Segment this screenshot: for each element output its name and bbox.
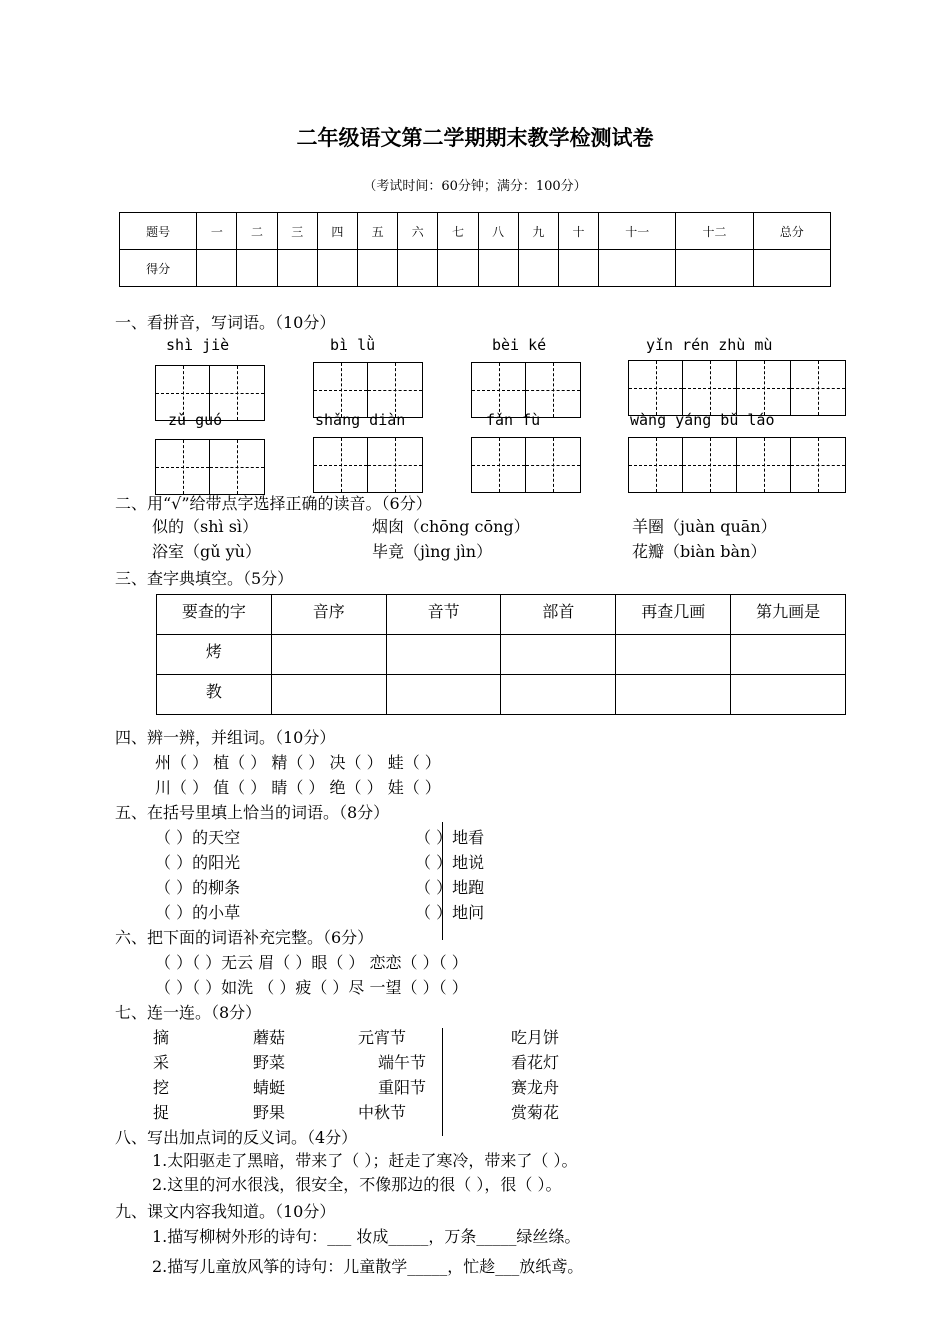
writing-grid[interactable] [628, 437, 846, 493]
section-2-heading: 二、用“√”给带点字选择正确的读音。（6分） [115, 494, 432, 513]
writing-grid[interactable] [628, 360, 846, 416]
section-4-heading: 四、辨一辨，并组词。（10分） [115, 728, 336, 747]
score-cell[interactable] [197, 250, 237, 287]
score-table-header-row [120, 213, 831, 250]
score-header-cell: 七 [438, 213, 478, 250]
fill-item: （ ）的柳条 [155, 878, 241, 897]
pinyin-label: zǔ guó [168, 411, 223, 429]
writing-grid[interactable] [471, 437, 581, 493]
score-header-cell: 一 [197, 213, 237, 250]
match-custom[interactable]: 看花灯 [511, 1053, 560, 1072]
section-7-heading: 七、连一连。（8分） [115, 1003, 262, 1022]
pinyin-label: fǎn fù [486, 411, 541, 429]
match-noun[interactable]: 野菜 [253, 1053, 286, 1072]
answer-cell[interactable] [271, 635, 386, 675]
score-row-label: 得分 [120, 250, 197, 287]
word-group-line: 川（ ） 值（ ） 睛（ ） 绝（ ） 娃（ ） [155, 778, 441, 797]
pronunciation-item: 浴室（gǔ yù） [152, 542, 261, 561]
dictionary-row [157, 675, 846, 715]
score-header-cell: 十一 [599, 213, 676, 250]
match-custom[interactable]: 赛龙舟 [511, 1078, 560, 1097]
dictionary-header-cell: 再查几画 [616, 595, 731, 635]
match-noun[interactable]: 蘑菇 [253, 1028, 286, 1047]
answer-cell[interactable] [386, 675, 501, 715]
fill-item: （ ）地看 [415, 828, 485, 847]
writing-grid[interactable] [155, 439, 265, 495]
score-cell[interactable] [518, 250, 558, 287]
dictionary-header-cell: 音节 [386, 595, 501, 635]
writing-grid[interactable] [313, 437, 423, 493]
answer-cell[interactable] [501, 675, 616, 715]
score-header-cell: 三 [277, 213, 317, 250]
pronunciation-item: 羊圈（juàn quān） [632, 517, 777, 536]
match-festival[interactable]: 中秋节 [358, 1103, 407, 1122]
score-header-cell: 题号 [120, 213, 197, 250]
antonym-sentence: 2.这里的河水很浅，很安全，不像那边的很（ ），很（ ）。 [152, 1175, 562, 1194]
pinyin-label: yǐn rén zhù mù [646, 336, 773, 354]
score-header-cell: 总分 [753, 213, 830, 250]
fill-item: （ ）地跑 [415, 878, 485, 897]
score-cell[interactable] [599, 250, 676, 287]
match-festival[interactable]: 元宵节 [358, 1028, 407, 1047]
pinyin-label: bèi ké [492, 336, 547, 354]
fill-item: （ ）地问 [415, 903, 485, 922]
section-5-heading: 五、在括号里填上恰当的词语。（8分） [115, 803, 390, 822]
score-cell[interactable] [478, 250, 518, 287]
divider-line [442, 822, 443, 940]
dictionary-header-cell: 部首 [501, 595, 616, 635]
pinyin-label: shǎng diàn [315, 411, 406, 429]
pronunciation-item: 毕竟（jìng jìn） [372, 542, 493, 561]
poem-line: 1.描写柳树外形的诗句：___ 妆成_____，万条_____绿丝绦。 [152, 1227, 581, 1246]
match-noun[interactable]: 野果 [253, 1103, 286, 1122]
score-cell[interactable] [753, 250, 830, 287]
dictionary-table [156, 594, 846, 715]
answer-cell[interactable] [731, 635, 846, 675]
score-header-cell: 九 [518, 213, 558, 250]
answer-cell[interactable] [616, 675, 731, 715]
poem-line: 2.描写儿童放风筝的诗句：儿童散学_____，忙趁___放纸鸢。 [152, 1257, 584, 1276]
match-festival[interactable]: 端午节 [378, 1053, 427, 1072]
match-custom[interactable]: 吃月饼 [511, 1028, 560, 1047]
answer-cell[interactable] [271, 675, 386, 715]
section-6-heading: 六、把下面的词语补充完整。（6分） [115, 928, 374, 947]
score-cell[interactable] [237, 250, 277, 287]
lookup-character: 教 [157, 675, 272, 715]
word-group-line: 州（ ） 植（ ） 精（ ） 决（ ） 蛙（ ） [155, 753, 441, 772]
score-cell[interactable] [676, 250, 753, 287]
idiom-line: （ ）（ ）如洗 （ ）疲（ ）尽 一望（ ）（ ） [155, 978, 468, 997]
section-3-heading: 三、查字典填空。（5分） [115, 569, 294, 588]
antonym-sentence: 1.太阳驱走了黑暗，带来了（ ）；赶走了寒冷，带来了（ ）。 [152, 1151, 578, 1170]
page-title: 二年级语文第二学期期末教学检测试卷 [296, 126, 654, 150]
pronunciation-item: 花瓣（biàn bàn） [632, 542, 767, 561]
score-header-cell: 五 [358, 213, 398, 250]
dictionary-header-cell: 第九画是 [731, 595, 846, 635]
fill-item: （ ）的天空 [155, 828, 241, 847]
dictionary-header-row [157, 595, 846, 635]
score-header-cell: 十二 [676, 213, 753, 250]
match-festival[interactable]: 重阳节 [378, 1078, 427, 1097]
pinyin-label: wàng yáng bǔ láo [630, 411, 775, 429]
writing-grid[interactable] [471, 362, 581, 418]
pinyin-label: bì lǜ [330, 336, 376, 354]
score-cell[interactable] [358, 250, 398, 287]
score-header-cell: 十 [558, 213, 598, 250]
idiom-line: （ ）（ ）无云 眉（ ）眼（ ） 恋恋（ ）（ ） [155, 953, 468, 972]
score-header-cell: 四 [317, 213, 357, 250]
section-9-heading: 九、课文内容我知道。（10分） [115, 1202, 336, 1221]
divider-line [442, 1028, 443, 1136]
dictionary-header-cell: 要查的字 [157, 595, 272, 635]
score-cell[interactable] [317, 250, 357, 287]
writing-grid[interactable] [313, 362, 423, 418]
score-cell[interactable] [277, 250, 317, 287]
match-noun[interactable]: 蜻蜓 [253, 1078, 286, 1097]
score-header-cell: 八 [478, 213, 518, 250]
fill-item: （ ）地说 [415, 853, 485, 872]
match-verb[interactable]: 摘 [153, 1028, 170, 1047]
answer-cell[interactable] [616, 635, 731, 675]
pronunciation-item: 烟囱（chōng cōng） [372, 517, 530, 536]
match-custom[interactable]: 赏菊花 [511, 1103, 560, 1122]
section-1-heading: 一、看拼音，写词语。（10分） [115, 313, 336, 332]
score-cell[interactable] [558, 250, 598, 287]
lookup-character: 烤 [157, 635, 272, 675]
match-verb[interactable]: 采 [153, 1053, 170, 1072]
score-cell[interactable] [438, 250, 478, 287]
score-table-score-row [120, 250, 831, 287]
score-header-cell: 六 [398, 213, 438, 250]
answer-cell[interactable] [386, 635, 501, 675]
dictionary-row [157, 635, 846, 675]
score-table [119, 212, 831, 287]
exam-info: （考试时间：60分钟；满分：100分） [363, 179, 587, 194]
answer-cell[interactable] [501, 635, 616, 675]
answer-cell[interactable] [731, 675, 846, 715]
fill-item: （ ）的阳光 [155, 853, 241, 872]
dictionary-header-cell: 音序 [271, 595, 386, 635]
section-8-heading: 八、写出加点词的反义词。（4分） [115, 1128, 358, 1147]
pronunciation-item: 似的（shì sì） [152, 517, 259, 536]
fill-item: （ ）的小草 [155, 903, 241, 922]
match-verb[interactable]: 捉 [153, 1103, 170, 1122]
score-cell[interactable] [398, 250, 438, 287]
score-header-cell: 二 [237, 213, 277, 250]
pinyin-label: shì jiè [166, 336, 230, 354]
match-verb[interactable]: 挖 [153, 1078, 170, 1097]
